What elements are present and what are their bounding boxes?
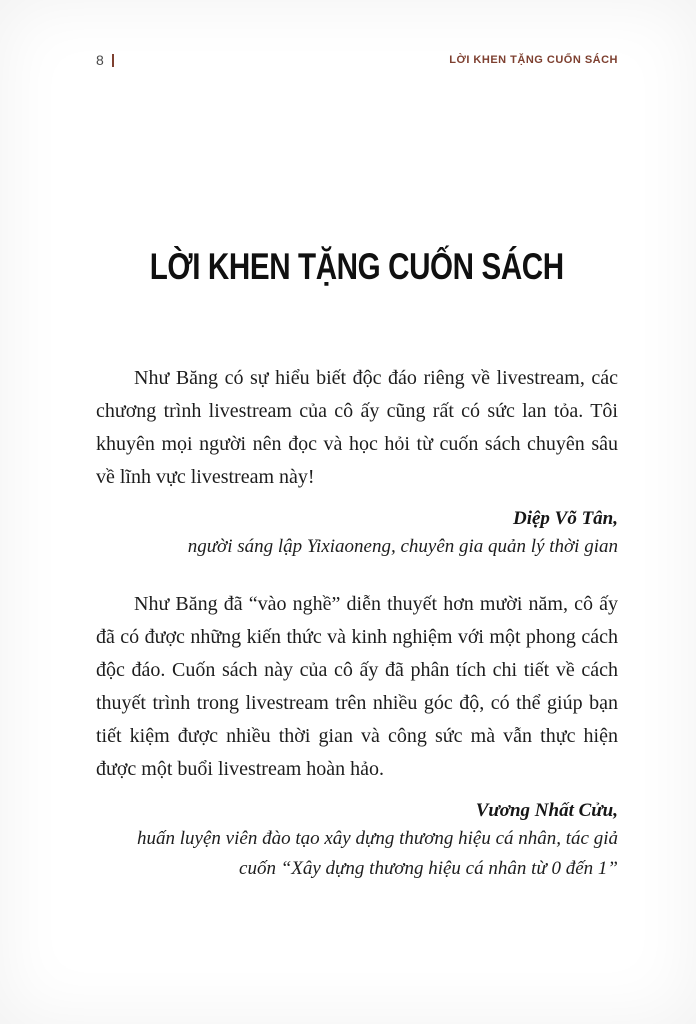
author-title: người sáng lập Yixiaoneng, chuyên gia quản lý thời gian <box>187 536 618 557</box>
author-title: huấn luyện viên đào tạo xây dựng thương hiệu cá nhân, tác giả cuốn “Xây dựng thương hiệu cá nhân từ 0 đến 1” <box>137 828 618 879</box>
running-title: LỜI KHEN TẶNG CUỐN SÁCH <box>449 54 618 66</box>
chapter-title-block <box>96 246 618 288</box>
testimonial-body: Như Băng có sự hiểu biết độc đáo riêng về livestream, các chương trình livestream của cô ấy cũng rất có sức lan tỏa. Tôi khuyên mọi người nên đọc và học hỏi từ cuốn sách chuyên sâu về lĩnh vực livestream này! <box>96 367 618 488</box>
testimonial-2 <box>96 588 618 884</box>
header-divider <box>112 54 114 67</box>
chapter-title: LỜI KHEN TẶNG CUỐN SÁCH <box>149 246 564 287</box>
page-number: 8 <box>96 52 104 68</box>
author-name: Diệp Võ Tân, <box>512 508 618 529</box>
testimonial-1 <box>96 362 618 562</box>
page-number-group <box>96 52 114 68</box>
author-name: Vương Nhất Cửu, <box>475 800 618 821</box>
page-header <box>96 52 618 68</box>
testimonial-body: Như Băng đã “vào nghề” diễn thuyết hơn mười năm, cô ấy đã có được những kiến thức và kinh nghiệm với một phong cách độc đáo. Cuốn sách này của cô ấy đã phân tích chi tiết về cách thuyết trình trong livestream trên nhiều góc độ, có thể giúp bạn tiết kiệm được nhiều thời gian và công sức mà vẫn thực hiện được một buổi livestream hoàn hảo. <box>96 593 618 780</box>
